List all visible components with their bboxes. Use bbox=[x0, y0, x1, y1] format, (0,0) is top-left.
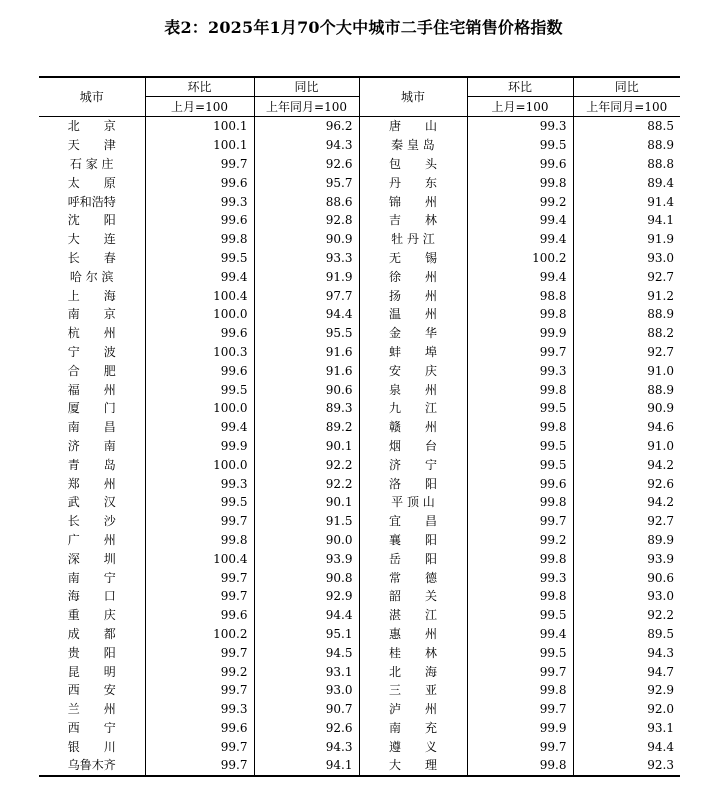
mom-cell-right: 99.7 bbox=[467, 662, 573, 681]
city-cell-left: 郑 州 bbox=[67, 476, 116, 491]
yoy-cell-left: 92.9 bbox=[254, 587, 359, 606]
city-cell-left: 昆 明 bbox=[67, 664, 116, 679]
city-cell-right: 湛 江 bbox=[359, 606, 467, 625]
table-row bbox=[39, 343, 680, 362]
mom-cell-left: 99.6 bbox=[145, 324, 254, 343]
city-cell-right: 唐 山 bbox=[359, 117, 467, 136]
mom-cell-left: 99.7 bbox=[145, 643, 254, 662]
mom-cell-right: 99.8 bbox=[467, 549, 573, 568]
city-cell-left: 杭 州 bbox=[67, 326, 116, 341]
mom-cell-left: 99.9 bbox=[145, 437, 254, 456]
mom-cell-right: 99.8 bbox=[467, 493, 573, 512]
yoy-cell-left: 90.6 bbox=[254, 380, 359, 399]
city-cell-left: 天 津 bbox=[67, 138, 116, 153]
city-cell-right: 桂 林 bbox=[359, 643, 467, 662]
city-cell-right: 牡 丹 江 bbox=[359, 230, 467, 249]
mom-cell-left: 99.7 bbox=[145, 756, 254, 776]
city-cell-right: 温 州 bbox=[359, 305, 467, 324]
city-cell-right: 遵 义 bbox=[359, 737, 467, 756]
city-cell-right: 襄 阳 bbox=[359, 531, 467, 550]
yoy-cell-left: 95.7 bbox=[254, 173, 359, 192]
table-row bbox=[39, 719, 680, 738]
mom-cell-right: 99.3 bbox=[467, 568, 573, 587]
yoy-cell-right: 88.5 bbox=[573, 117, 680, 136]
yoy-cell-right: 93.9 bbox=[573, 549, 680, 568]
mom-cell-right: 99.7 bbox=[467, 512, 573, 531]
city-cell-right: 泸 州 bbox=[359, 700, 467, 719]
mom-cell-left: 100.2 bbox=[145, 625, 254, 644]
table-row bbox=[39, 549, 680, 568]
yoy-cell-right: 93.1 bbox=[573, 719, 680, 738]
price-index-table bbox=[39, 76, 680, 777]
city-cell-right: 烟 台 bbox=[359, 437, 467, 456]
city-cell-left: 贵 阳 bbox=[67, 645, 116, 660]
yoy-cell-right: 92.2 bbox=[573, 606, 680, 625]
yoy-cell-left: 90.9 bbox=[254, 230, 359, 249]
table-row bbox=[39, 493, 680, 512]
table-row bbox=[39, 625, 680, 644]
city-cell-right: 赣 州 bbox=[359, 418, 467, 437]
mom-cell-right: 99.5 bbox=[467, 136, 573, 155]
header-yoy-left: 同比 bbox=[254, 77, 359, 97]
city-cell-left: 重 庆 bbox=[67, 608, 116, 623]
mom-cell-right: 99.5 bbox=[467, 643, 573, 662]
mom-cell-left: 99.7 bbox=[145, 737, 254, 756]
mom-cell-right: 99.8 bbox=[467, 587, 573, 606]
mom-cell-right: 99.5 bbox=[467, 455, 573, 474]
mom-cell-right: 99.7 bbox=[467, 700, 573, 719]
yoy-cell-right: 93.0 bbox=[573, 587, 680, 606]
yoy-cell-right: 92.9 bbox=[573, 681, 680, 700]
yoy-cell-left: 92.2 bbox=[254, 474, 359, 493]
mom-cell-right: 99.3 bbox=[467, 117, 573, 136]
yoy-cell-right: 94.6 bbox=[573, 418, 680, 437]
yoy-cell-left: 95.5 bbox=[254, 324, 359, 343]
city-cell-right: 徐 州 bbox=[359, 267, 467, 286]
yoy-cell-right: 88.9 bbox=[573, 305, 680, 324]
mom-cell-left: 99.6 bbox=[145, 173, 254, 192]
yoy-cell-right: 94.3 bbox=[573, 643, 680, 662]
table-row bbox=[39, 756, 680, 776]
header-yoy-base-right: 上年同月=100 bbox=[573, 97, 680, 117]
table-row bbox=[39, 249, 680, 268]
header-yoy-base-left: 上年同月=100 bbox=[254, 97, 359, 117]
yoy-cell-right: 91.2 bbox=[573, 286, 680, 305]
table-row bbox=[39, 606, 680, 625]
yoy-cell-left: 95.1 bbox=[254, 625, 359, 644]
city-cell-left: 长 春 bbox=[67, 250, 116, 265]
yoy-cell-right: 94.2 bbox=[573, 493, 680, 512]
yoy-cell-right: 92.0 bbox=[573, 700, 680, 719]
city-cell-left: 上 海 bbox=[67, 288, 116, 303]
table-row bbox=[39, 681, 680, 700]
mom-cell-right: 99.8 bbox=[467, 681, 573, 700]
yoy-cell-left: 93.9 bbox=[254, 549, 359, 568]
table-row bbox=[39, 643, 680, 662]
city-cell-left: 青 岛 bbox=[67, 457, 116, 472]
city-cell-left: 北 京 bbox=[67, 119, 116, 134]
yoy-cell-right: 94.1 bbox=[573, 211, 680, 230]
mom-cell-right: 99.4 bbox=[467, 625, 573, 644]
mom-cell-left: 99.5 bbox=[145, 493, 254, 512]
yoy-cell-right: 92.6 bbox=[573, 474, 680, 493]
mom-cell-left: 99.6 bbox=[145, 719, 254, 738]
city-cell-left: 长 沙 bbox=[67, 514, 116, 529]
mom-cell-left: 100.0 bbox=[145, 455, 254, 474]
mom-cell-left: 99.5 bbox=[145, 249, 254, 268]
mom-cell-right: 99.5 bbox=[467, 399, 573, 418]
table-row bbox=[39, 192, 680, 211]
mom-cell-left: 100.4 bbox=[145, 549, 254, 568]
yoy-cell-right: 94.2 bbox=[573, 455, 680, 474]
mom-cell-left: 99.3 bbox=[145, 700, 254, 719]
mom-cell-left: 99.6 bbox=[145, 211, 254, 230]
mom-cell-left: 99.5 bbox=[145, 380, 254, 399]
table-row bbox=[39, 437, 680, 456]
mom-cell-left: 99.6 bbox=[145, 361, 254, 380]
mom-cell-right: 99.7 bbox=[467, 737, 573, 756]
city-cell-right: 平 顶 山 bbox=[359, 493, 467, 512]
table-row bbox=[39, 361, 680, 380]
city-cell-left: 南 宁 bbox=[67, 570, 116, 585]
mom-cell-left: 99.2 bbox=[145, 662, 254, 681]
yoy-cell-right: 89.5 bbox=[573, 625, 680, 644]
yoy-cell-left: 94.3 bbox=[254, 737, 359, 756]
table-row bbox=[39, 117, 680, 136]
city-cell-right: 九 江 bbox=[359, 399, 467, 418]
city-cell-left: 福 州 bbox=[67, 382, 116, 397]
mom-cell-left: 99.7 bbox=[145, 587, 254, 606]
city-cell-right: 大 理 bbox=[359, 756, 467, 776]
yoy-cell-right: 88.9 bbox=[573, 380, 680, 399]
table-row bbox=[39, 305, 680, 324]
city-cell-right: 洛 阳 bbox=[359, 474, 467, 493]
yoy-cell-right: 93.0 bbox=[573, 249, 680, 268]
yoy-cell-right: 89.4 bbox=[573, 173, 680, 192]
yoy-cell-left: 93.0 bbox=[254, 681, 359, 700]
city-cell-left: 石 家 庄 bbox=[69, 156, 114, 171]
yoy-cell-right: 94.4 bbox=[573, 737, 680, 756]
table-row bbox=[39, 399, 680, 418]
yoy-cell-left: 90.0 bbox=[254, 531, 359, 550]
header-yoy-right: 同比 bbox=[573, 77, 680, 97]
yoy-cell-left: 89.3 bbox=[254, 399, 359, 418]
table-row bbox=[39, 568, 680, 587]
yoy-cell-left: 92.6 bbox=[254, 719, 359, 738]
mom-cell-left: 99.8 bbox=[145, 230, 254, 249]
mom-cell-left: 99.3 bbox=[145, 192, 254, 211]
yoy-cell-left: 90.1 bbox=[254, 493, 359, 512]
table-row bbox=[39, 155, 680, 174]
yoy-cell-right: 88.8 bbox=[573, 155, 680, 174]
yoy-cell-right: 90.9 bbox=[573, 399, 680, 418]
mom-cell-left: 100.1 bbox=[145, 117, 254, 136]
yoy-cell-right: 91.9 bbox=[573, 230, 680, 249]
city-cell-left: 南 昌 bbox=[67, 420, 116, 435]
city-cell-left: 广 州 bbox=[67, 532, 116, 547]
mom-cell-right: 99.4 bbox=[467, 230, 573, 249]
mom-cell-left: 100.4 bbox=[145, 286, 254, 305]
yoy-cell-left: 91.9 bbox=[254, 267, 359, 286]
header-city-left: 城市 bbox=[39, 77, 145, 117]
table-row bbox=[39, 380, 680, 399]
city-cell-right: 济 宁 bbox=[359, 455, 467, 474]
table-row bbox=[39, 230, 680, 249]
header-city-right: 城市 bbox=[359, 77, 467, 117]
mom-cell-left: 99.7 bbox=[145, 155, 254, 174]
city-cell-left: 沈 阳 bbox=[67, 213, 116, 228]
table-row bbox=[39, 267, 680, 286]
yoy-cell-right: 92.7 bbox=[573, 267, 680, 286]
mom-cell-right: 99.8 bbox=[467, 380, 573, 399]
table-row bbox=[39, 531, 680, 550]
yoy-cell-right: 91.0 bbox=[573, 437, 680, 456]
yoy-cell-left: 96.2 bbox=[254, 117, 359, 136]
table-header bbox=[39, 77, 680, 117]
table-row bbox=[39, 173, 680, 192]
yoy-cell-left: 91.6 bbox=[254, 361, 359, 380]
yoy-cell-right: 92.7 bbox=[573, 512, 680, 531]
mom-cell-right: 99.8 bbox=[467, 756, 573, 776]
table-row bbox=[39, 455, 680, 474]
mom-cell-left: 100.1 bbox=[145, 136, 254, 155]
mom-cell-left: 99.8 bbox=[145, 531, 254, 550]
city-cell-right: 安 庆 bbox=[359, 361, 467, 380]
city-cell-left: 南 京 bbox=[67, 307, 116, 322]
yoy-cell-left: 93.1 bbox=[254, 662, 359, 681]
city-cell-right: 南 充 bbox=[359, 719, 467, 738]
city-cell-left: 西 安 bbox=[67, 683, 116, 698]
mom-cell-right: 99.9 bbox=[467, 324, 573, 343]
yoy-cell-left: 92.6 bbox=[254, 155, 359, 174]
city-cell-left: 太 原 bbox=[67, 175, 116, 190]
city-cell-right: 北 海 bbox=[359, 662, 467, 681]
table-row bbox=[39, 587, 680, 606]
mom-cell-right: 99.5 bbox=[467, 606, 573, 625]
yoy-cell-left: 92.8 bbox=[254, 211, 359, 230]
city-cell-right: 常 德 bbox=[359, 568, 467, 587]
yoy-cell-right: 91.4 bbox=[573, 192, 680, 211]
yoy-cell-left: 94.5 bbox=[254, 643, 359, 662]
mom-cell-left: 99.3 bbox=[145, 474, 254, 493]
mom-cell-left: 99.7 bbox=[145, 512, 254, 531]
yoy-cell-left: 91.6 bbox=[254, 343, 359, 362]
yoy-cell-right: 88.2 bbox=[573, 324, 680, 343]
mom-cell-left: 100.0 bbox=[145, 305, 254, 324]
mom-cell-right: 99.4 bbox=[467, 211, 573, 230]
city-cell-left: 哈 尔 滨 bbox=[69, 269, 114, 284]
yoy-cell-right: 90.6 bbox=[573, 568, 680, 587]
header-mom-right: 环比 bbox=[467, 77, 573, 97]
city-cell-left: 乌鲁木齐 bbox=[39, 756, 145, 776]
yoy-cell-left: 91.5 bbox=[254, 512, 359, 531]
header-mom-base-left: 上月=100 bbox=[145, 97, 254, 117]
table-row bbox=[39, 418, 680, 437]
city-cell-right: 三 亚 bbox=[359, 681, 467, 700]
table-row bbox=[39, 286, 680, 305]
yoy-cell-right: 92.3 bbox=[573, 756, 680, 776]
city-cell-left: 兰 州 bbox=[67, 702, 116, 717]
yoy-cell-left: 94.1 bbox=[254, 756, 359, 776]
city-cell-left: 西 宁 bbox=[67, 720, 116, 735]
city-cell-left: 济 南 bbox=[67, 438, 116, 453]
city-cell-right: 蚌 埠 bbox=[359, 343, 467, 362]
mom-cell-left: 99.6 bbox=[145, 606, 254, 625]
mom-cell-right: 99.8 bbox=[467, 305, 573, 324]
city-cell-left: 呼和浩特 bbox=[67, 194, 116, 209]
mom-cell-right: 99.7 bbox=[467, 343, 573, 362]
yoy-cell-left: 90.1 bbox=[254, 437, 359, 456]
mom-cell-right: 99.4 bbox=[467, 267, 573, 286]
mom-cell-right: 99.6 bbox=[467, 155, 573, 174]
yoy-cell-right: 89.9 bbox=[573, 531, 680, 550]
city-cell-left: 深 圳 bbox=[67, 551, 116, 566]
yoy-cell-left: 94.3 bbox=[254, 136, 359, 155]
table-body bbox=[39, 117, 680, 776]
yoy-cell-left: 88.6 bbox=[254, 192, 359, 211]
city-cell-right: 吉 林 bbox=[359, 211, 467, 230]
mom-cell-right: 98.8 bbox=[467, 286, 573, 305]
city-cell-left: 银 川 bbox=[67, 739, 116, 754]
mom-cell-right: 99.2 bbox=[467, 531, 573, 550]
city-cell-right: 金 华 bbox=[359, 324, 467, 343]
city-cell-left: 海 口 bbox=[67, 589, 116, 604]
header-mom-left: 环比 bbox=[145, 77, 254, 97]
mom-cell-left: 100.3 bbox=[145, 343, 254, 362]
mom-cell-right: 99.3 bbox=[467, 361, 573, 380]
yoy-cell-left: 97.7 bbox=[254, 286, 359, 305]
table-row bbox=[39, 662, 680, 681]
yoy-cell-right: 92.7 bbox=[573, 343, 680, 362]
yoy-cell-left: 89.2 bbox=[254, 418, 359, 437]
yoy-cell-right: 91.0 bbox=[573, 361, 680, 380]
yoy-cell-left: 90.7 bbox=[254, 700, 359, 719]
table-row bbox=[39, 737, 680, 756]
yoy-cell-left: 93.3 bbox=[254, 249, 359, 268]
table-row bbox=[39, 211, 680, 230]
mom-cell-right: 99.6 bbox=[467, 474, 573, 493]
mom-cell-left: 99.4 bbox=[145, 267, 254, 286]
table-row bbox=[39, 324, 680, 343]
table-row bbox=[39, 512, 680, 531]
mom-cell-right: 99.9 bbox=[467, 719, 573, 738]
mom-cell-left: 99.7 bbox=[145, 681, 254, 700]
mom-cell-left: 100.0 bbox=[145, 399, 254, 418]
yoy-cell-left: 90.8 bbox=[254, 568, 359, 587]
table-row bbox=[39, 700, 680, 719]
city-cell-right: 锦 州 bbox=[359, 192, 467, 211]
mom-cell-right: 99.5 bbox=[467, 437, 573, 456]
mom-cell-right: 100.2 bbox=[467, 249, 573, 268]
city-cell-right: 宜 昌 bbox=[359, 512, 467, 531]
mom-cell-right: 99.2 bbox=[467, 192, 573, 211]
table-title: 表2：2025年1月70个大中城市二手住宅销售价格指数 bbox=[164, 18, 563, 37]
city-cell-left: 成 都 bbox=[67, 626, 116, 641]
city-cell-right: 无 锡 bbox=[359, 249, 467, 268]
city-cell-right: 秦 皇 岛 bbox=[359, 136, 467, 155]
city-cell-right: 丹 东 bbox=[359, 173, 467, 192]
city-cell-right: 包 头 bbox=[359, 155, 467, 174]
city-cell-right: 惠 州 bbox=[359, 625, 467, 644]
mom-cell-left: 99.4 bbox=[145, 418, 254, 437]
city-cell-right: 岳 阳 bbox=[359, 549, 467, 568]
yoy-cell-right: 94.7 bbox=[573, 662, 680, 681]
header-mom-base-right: 上月=100 bbox=[467, 97, 573, 117]
mom-cell-right: 99.8 bbox=[467, 173, 573, 192]
city-cell-left: 大 连 bbox=[67, 232, 116, 247]
city-cell-left: 武 汉 bbox=[67, 495, 116, 510]
city-cell-left: 宁 波 bbox=[67, 344, 116, 359]
table-row bbox=[39, 474, 680, 493]
city-cell-right: 泉 州 bbox=[359, 380, 467, 399]
city-cell-right: 扬 州 bbox=[359, 286, 467, 305]
city-cell-left: 合 肥 bbox=[67, 363, 116, 378]
yoy-cell-left: 92.2 bbox=[254, 455, 359, 474]
city-cell-right: 韶 关 bbox=[359, 587, 467, 606]
city-cell-left: 厦 门 bbox=[67, 401, 116, 416]
yoy-cell-left: 94.4 bbox=[254, 606, 359, 625]
mom-cell-right: 99.8 bbox=[467, 418, 573, 437]
yoy-cell-left: 94.4 bbox=[254, 305, 359, 324]
yoy-cell-right: 88.9 bbox=[573, 136, 680, 155]
mom-cell-left: 99.7 bbox=[145, 568, 254, 587]
table-row bbox=[39, 136, 680, 155]
